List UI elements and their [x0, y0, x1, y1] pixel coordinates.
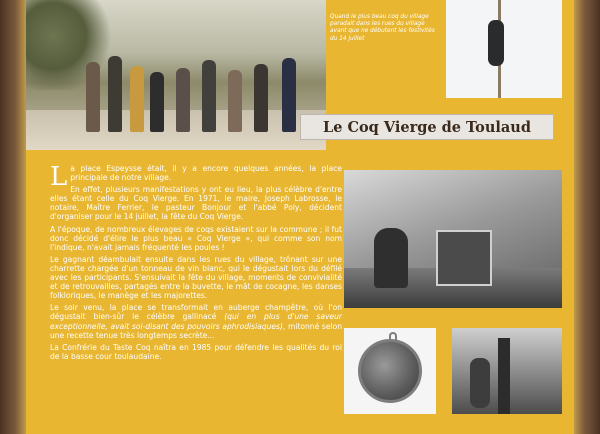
- photo-caption: Quand le plus beau coq du village paradait dans les rues du village avant que ne débutent les festivités du 14 juillet: [330, 14, 435, 42]
- paragraph: A l'époque, de nombreux élevages de coqs existaient sur la commune ; il fut donc décidé d'élire le plus beau « Coq Vierge », qui comme son nom l'indique, n'avait jamais fréquenté les poules !: [50, 224, 342, 252]
- photo-person: [228, 70, 242, 132]
- paragraph: En effet, plusieurs manifestations y ont eu lieu, la plus célèbre d'entre elles étant celle du Coq Vierge. En 1971, le maire, Joseph Labrosse, le notaire, Maître Ferrier, le pasteur Bonjour et l'abbé Poly, décident d'organiser pour le 14 juillet, la fête du Coq Vierge.: [50, 185, 342, 222]
- photo-person: [108, 56, 122, 132]
- photo-man: [374, 228, 408, 288]
- photo-parade-street: [26, 0, 326, 150]
- photo-climber: [488, 20, 504, 66]
- photo-person: [130, 66, 144, 132]
- frame-right-edge: [574, 0, 600, 434]
- medal-image: [358, 339, 422, 403]
- paragraph-text: , mitonné selon une recette tenue très longtemps secrète...: [50, 321, 342, 340]
- photo-trees: [26, 0, 116, 90]
- photo-person: [150, 72, 164, 132]
- article-text: [50, 164, 342, 364]
- paragraph: Le gagnant déambulait ensuite dans les rues du village, trônant sur une charrette chargée d'un tonneau de vin blanc, qui le dégustait lors du défilé avec les participants. S'ensuivait la fête du village, moments de convivialité et de retrouvailles, partagés entre la buvette, le mât de cocagne, les danses folkloriques, le manège et les majorettes.: [50, 254, 342, 301]
- photo-person: [86, 62, 100, 132]
- photo-tree-scene: [452, 328, 562, 414]
- page-title: Le Coq Vierge de Toulaud: [300, 114, 554, 140]
- medal-ring: [389, 332, 397, 342]
- paragraph-italic-text: (qui en plus d'une saveur exceptionnelle, avait soi-disant des pouvoirs aphrodisiaques): [50, 312, 342, 331]
- frame-left-edge: [0, 0, 26, 434]
- photo-parade-float: [344, 170, 562, 308]
- paragraph: La Confrérie du Taste Coq naîtra en 1985 pour défendre les qualités du roi de la basse cour toulaudaine.: [50, 342, 342, 361]
- photo-float: [436, 230, 492, 286]
- photo-person: [254, 64, 268, 132]
- paragraph-text: Le soir venu, la place se transformait en auberge champêtre, où l'on dégustait bien-sûr le célèbre gallinacé: [50, 303, 342, 322]
- dropcap: L: [50, 162, 68, 192]
- photo-person: [202, 60, 216, 132]
- paragraph: [50, 303, 342, 339]
- paragraph-intro-text: a place Espeysse était, il y a encore quelques années, la place principale de notre village.: [70, 164, 342, 183]
- photo-trunk: [498, 338, 510, 414]
- photo-person: [282, 58, 296, 132]
- photo-medal: [344, 328, 436, 414]
- photo-person: [176, 68, 190, 132]
- photo-figure: [470, 358, 490, 408]
- photo-greasy-pole: [446, 0, 562, 98]
- paragraph-intro: [50, 162, 342, 192]
